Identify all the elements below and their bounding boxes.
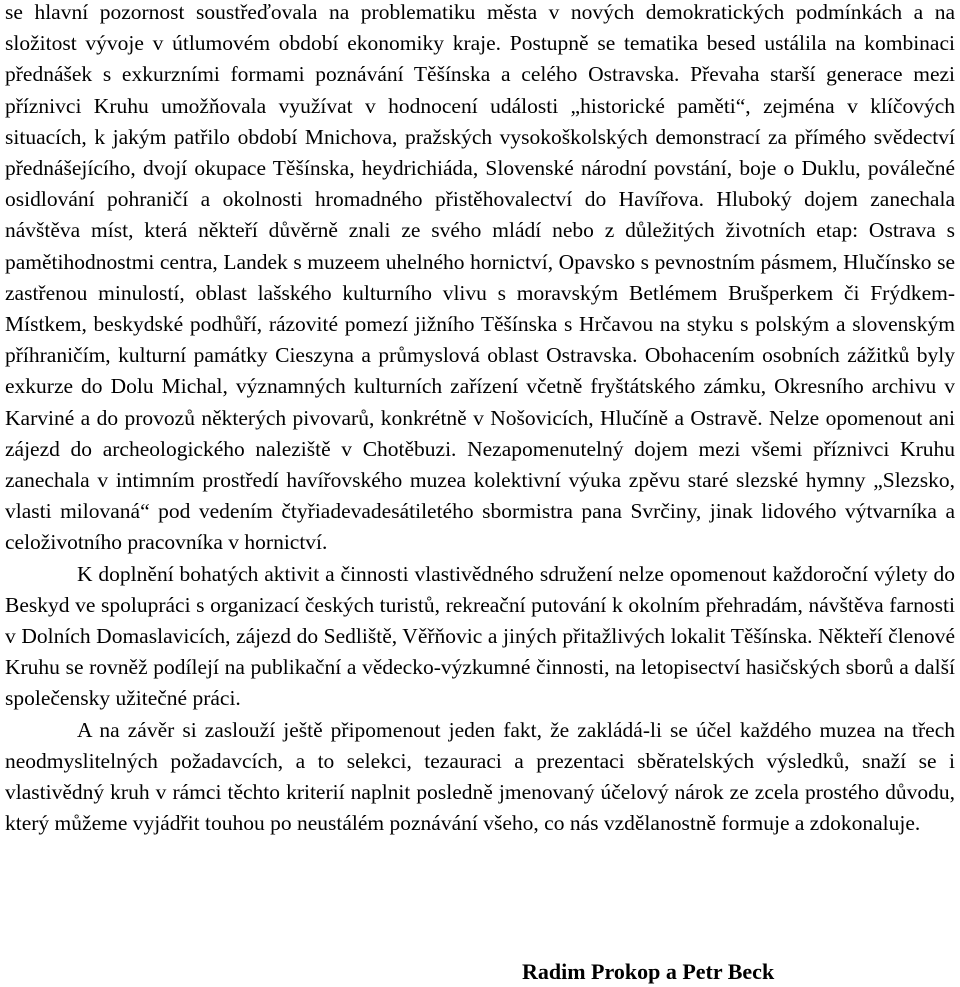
author-signature: Radim Prokop a Petr Beck xyxy=(522,959,775,984)
document-page xyxy=(5,0,955,839)
paragraph-1: se hlavní pozornost soustřeďovala na problematiku města v nových demokratických podmínkách a na složitost vývoje v útlumovém období ekonomiky kraje. Postupně se tematika besed ustálila na kombinaci přednášek s exkurzními formami poznávání Těšínska a celého Ostravska. Převaha starší generace mezi příznivci Kruhu umožňovala využívat v hodnocení události „historické paměti“, zejména v klíčových situacích, k jakým patřilo období Mnichova, pražských vysokoškolských demonstrací za přímého svědectví přednášejícího, dvojí okupace Těšínska, heydrichiáda, Slovenské národní povstání, boje o Duklu, poválečné osidlování pohraničí a okolnosti hromadného přistěhovalectví do Havířova. Hluboký dojem zanechala návštěva míst, která někteří důvěrně znali ze svého mládí nebo z důležitých životních etap: Ostrava s pamětihodnostmi centra, Landek s muzeem uhelného hornictví, Opavsko s pevnostním pásmem, Hlučínsko se zastřenou minulostí, oblast lašského kulturního vlivu s moravským Betlémem Brušperkem či Frýdkem-Místkem, beskydské podhůří, rázovité pomezí jižního Těšínska s Hrčavou na styku s polským a slovenským příhraničím, kulturní památky Cieszyna a průmyslová oblast Ostravska. Obohacením osobních zážitků byly exkurze do Dolu Michal, významných kulturních zařízení včetně fryštátského zámku, Okresního archivu v Karviné a do provozů některých pivovarů, konkrétně v Nošovicích, Hlučíně a Ostravě. Nelze opomenout ani zájezd do archeologického naleziště v Chotěbuzi. Nezapomenutelný dojem mezi všemi příznivci Kruhu zanechala v intimním prostředí havířovského muzea kolektivní výuka zpěvu staré slezské hymny „Slezsko, vlasti milovaná“ pod vedením čtyřiadevadesátiletého sbormistra pana Svrčiny, jinak lidového výtvarníka a celoživotního pracovníka v hornictví. xyxy=(5,0,955,555)
paragraph-3: A na závěr si zaslouží ještě připomenout jeden fakt, že zakládá-li se účel každého muzea na třech neodmyslitelných požadavcích, a to selekci, tezauraci a prezentaci sběratelských výsledků, snaží se i vlastivědný kruh v rámci těchto kriterií naplnit posledně jmenovaný účelový nárok ze zcela prostého důvodu, který můžeme vyjádřit touhou po neustálém poznávání všeho, co nás vzdělanostně formuje a zdokonaluje. xyxy=(5,717,955,836)
paragraph-2: K doplnění bohatých aktivit a činnosti vlastivědného sdružení nelze opomenout každoroční výlety do Beskyd ve spolupráci s organizací českých turistů, rekreační putování k okolním přehradám, návštěva farnosti v Dolních Domaslavicích, zájezd do Sedliště, Věřňovic a jiných přitažlivých lokalit Těšínska. Někteří členové Kruhu se rovněž podílejí na publikační a vědecko-výzkumné činnosti, na letopisectví hasičských sborů a další společensky užitečné práci. xyxy=(5,561,955,711)
